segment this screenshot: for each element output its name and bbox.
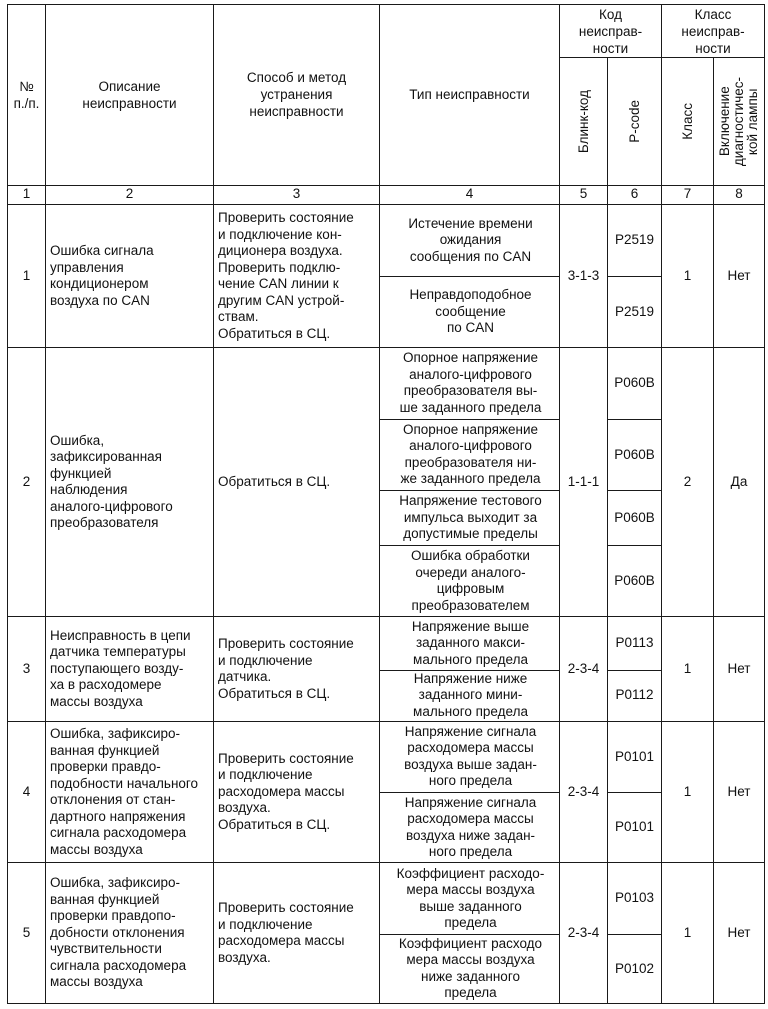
table-row [8,204,765,276]
fault-description: Ошибка, зафиксиро- ванная функцией проверки правдо- подобности начального отклонения от стан- дартного напряжения сигнала расходомера массы воздуха [46,721,214,863]
p-code: P060B [608,419,662,490]
lamp-status: Да [714,348,765,617]
p-code: P2519 [608,277,662,348]
header-description: Описание неисправности [46,5,214,186]
header-lamp-cell [714,58,765,186]
header-lamp: Включение диагностичес- кой лампы [717,76,760,166]
table-row [8,348,765,419]
table-row [8,863,765,934]
column-number: 7 [662,185,714,204]
fault-type: Напряжение выше заданного макси- мального предела [380,617,560,670]
header-class-cell [662,58,714,186]
p-code: P0102 [608,934,662,1003]
fault-type: Напряжение тестового импульса выходит за допустимые пределы [380,490,560,545]
fault-class: 1 [662,204,714,348]
row-number: 2 [8,348,46,617]
fix-method: Проверить состояние и подключение датчика. Обратиться в СЦ. [214,617,380,721]
column-number: 5 [560,185,608,204]
fault-type: Напряжение сигнала расходомера массы воздуха ниже задан- ного предела [380,793,560,863]
fault-description: Неисправность в цепи датчика температуры поступающего возду- ха в расходомере массы воздуха [46,617,214,721]
header-blink-cell [560,58,608,186]
fix-method: Проверить состояние и подключение расходомера массы воздуха. [214,863,380,1004]
fault-type: Истечение времени ожидания сообщения по CAN [380,204,560,276]
fault-class: 2 [662,348,714,617]
table-row [8,721,765,792]
column-number: 1 [8,185,46,204]
fix-method: Проверить состояние и подключение кон- диционера воздуха. Проверить подклю- чение CAN линии к другим CAN устрой- ствам. Обратиться в СЦ. [214,204,380,348]
lamp-status: Нет [714,863,765,1004]
fault-type: Коэффициент расходо мера массы воздуха ниже заданного предела [380,934,560,1003]
lamp-status: Нет [714,721,765,863]
header-blink: Блинк-код [575,89,591,154]
p-code: P2519 [608,204,662,276]
row-number: 3 [8,617,46,721]
column-number: 4 [380,185,560,204]
fault-description: Ошибка, зафиксиро- ванная функцией проверки правдопо- добности отклонения чувствительности сигнала расходомера массы воздуха [46,863,214,1004]
fault-type: Ошибка обработки очереди аналого- цифровым преобразователем [380,546,560,617]
column-number: 2 [46,185,214,204]
row-number: 5 [8,863,46,1004]
header-class-group: Класс неисправ- ности [662,5,765,58]
fault-description: Ошибка, зафиксированная функцией наблюдения аналого-цифрового преобразователя [46,348,214,617]
blink-code: 3-1-3 [560,204,608,348]
p-code: P0101 [608,793,662,863]
column-number: 8 [714,185,765,204]
fix-method: Проверить состояние и подключение расходомера массы воздуха. Обратиться в СЦ. [214,721,380,863]
column-number: 6 [608,185,662,204]
p-code: P0112 [608,670,662,721]
header-num: № п./п. [8,5,46,186]
header-method: Способ и метод устранения неисправности [214,5,380,186]
p-code: P060B [608,348,662,419]
lamp-status: Нет [714,204,765,348]
header-class: Класс [679,103,695,140]
fault-codes-table [7,4,765,1004]
fault-type: Коэффициент расходо- мера массы воздуха выше заданного предела [380,863,560,934]
fault-type: Напряжение ниже заданного мини- мального предела [380,670,560,721]
row-number: 1 [8,204,46,348]
header-code-group: Код неисправ- ности [560,5,662,58]
p-code: P0101 [608,721,662,792]
header-type: Тип неисправности [380,5,560,186]
blink-code: 2-3-4 [560,617,608,721]
p-code: P0103 [608,863,662,934]
blink-code: 2-3-4 [560,863,608,1004]
p-code: P0113 [608,617,662,670]
blink-code: 1-1-1 [560,348,608,617]
fault-class: 1 [662,863,714,1004]
lamp-status: Нет [714,617,765,721]
row-number: 4 [8,721,46,863]
fault-type: Опорное напряжение аналого-цифрового преобразователя вы- ше заданного предела [380,348,560,419]
fault-type: Напряжение сигнала расходомера массы воздуха выше задан- ного предела [380,721,560,792]
fault-type: Неправдоподобное сообщение по CAN [380,277,560,348]
p-code: P060B [608,546,662,617]
column-number: 3 [214,185,380,204]
header-pcode: P-code [626,100,642,143]
table-row [8,617,765,670]
fault-class: 1 [662,617,714,721]
fix-method: Обратиться в СЦ. [214,348,380,617]
fault-class: 1 [662,721,714,863]
header-pcode-cell [608,58,662,186]
fault-type: Опорное напряжение аналого-цифрового преобразователя ни- же заданного предела [380,419,560,490]
fault-description: Ошибка сигнала управления кондиционером воздуха по CAN [46,204,214,348]
blink-code: 2-3-4 [560,721,608,863]
p-code: P060B [608,490,662,545]
